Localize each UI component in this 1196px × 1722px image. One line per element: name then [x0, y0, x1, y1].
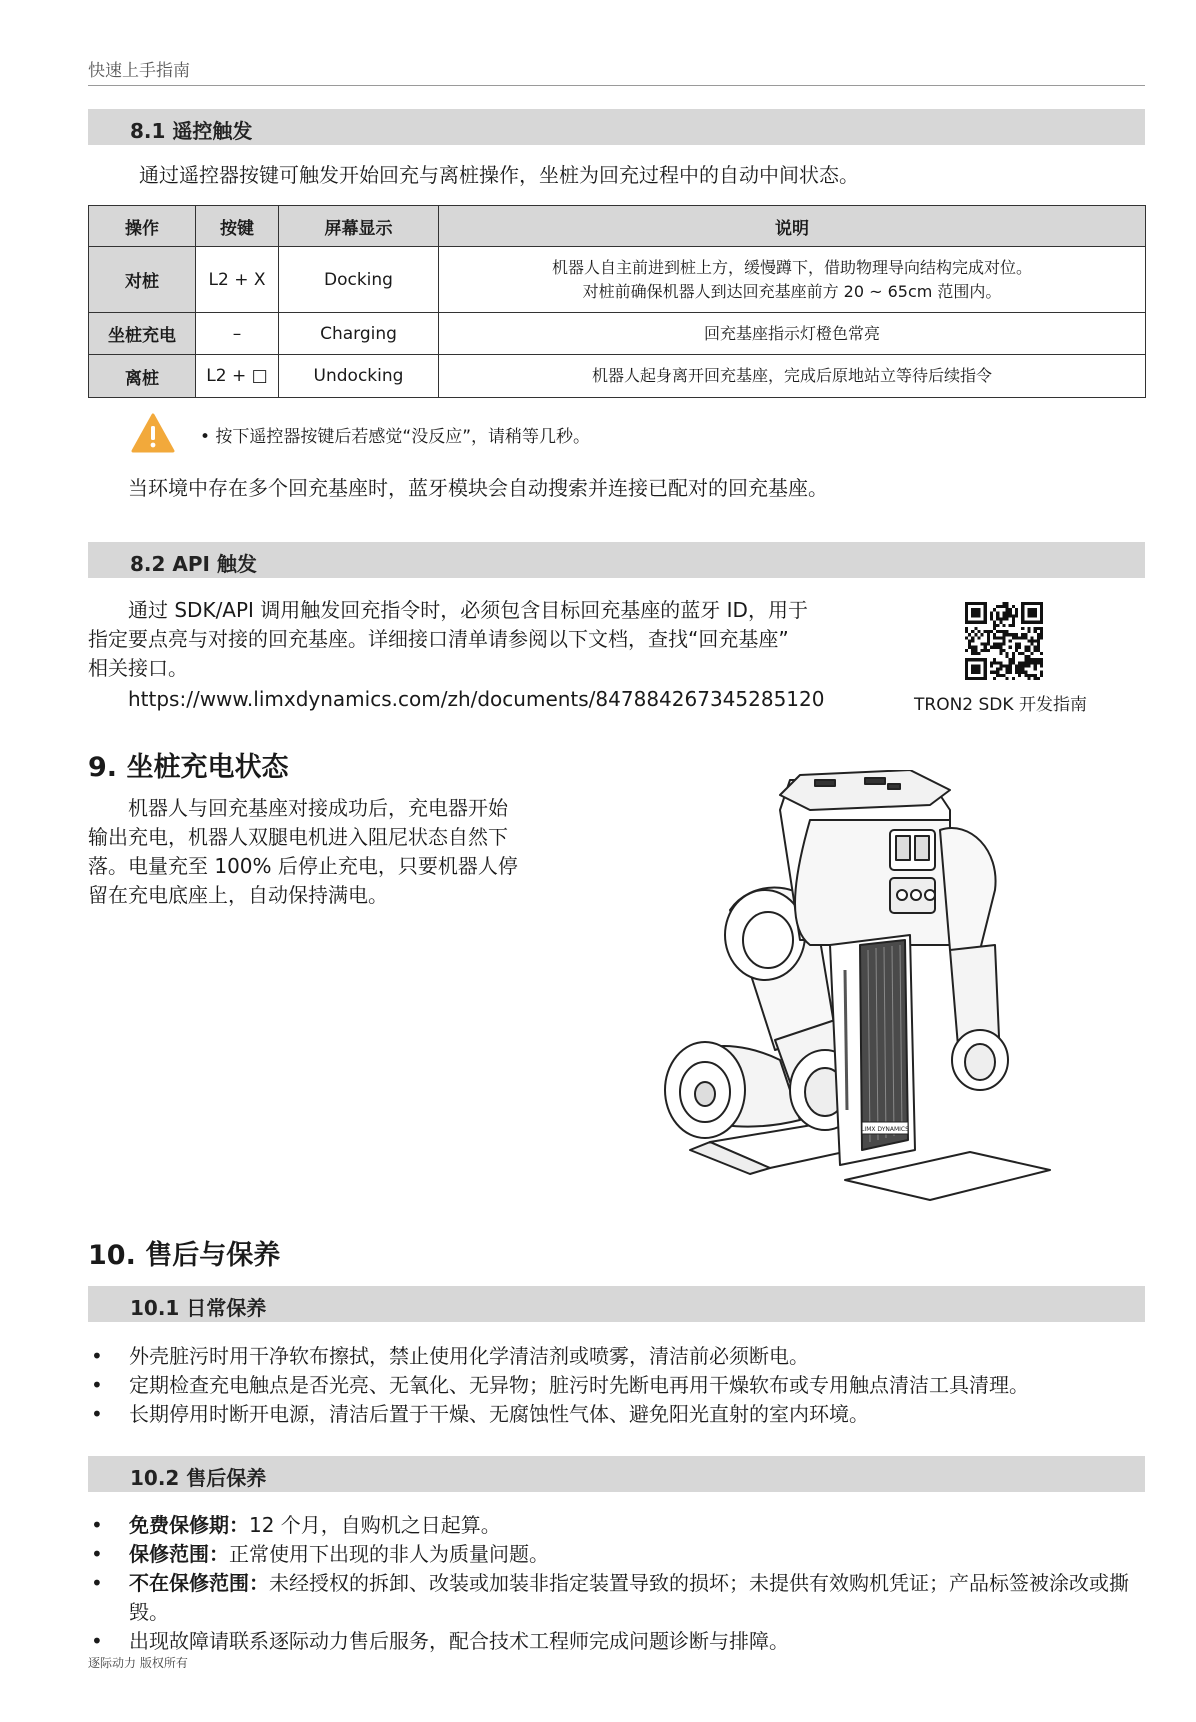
- table-header-row: [89, 206, 1146, 247]
- table-cell-desc: [439, 247, 1146, 313]
- section-10-2-bar: [88, 1456, 1145, 1492]
- list-item: [88, 1627, 1148, 1656]
- warning-icon: [131, 413, 175, 457]
- section-9-line: 落。电量充至 100% 后停止充电，只要机器人停: [88, 854, 518, 878]
- table-cell-key: L2 + □: [196, 355, 279, 398]
- remote-control-table: [88, 205, 1146, 398]
- qr-code[interactable]: [965, 602, 1043, 684]
- daily-maintenance-list: [88, 1342, 1158, 1429]
- robot-brand-label: LIMX DYNAMICS: [861, 1126, 909, 1133]
- warning-text: • 按下遥控器按键后若感觉“没反应”，请稍等几秒。: [200, 427, 591, 447]
- section-10-title: 10. 售后与保养: [88, 1240, 281, 1271]
- api-line-3: 相关接口。: [88, 656, 188, 680]
- section-9-title: 9. 坐桩充电状态: [88, 752, 289, 783]
- table-cell-desc: 回充基座指示灯橙色常亮: [439, 313, 1146, 355]
- section-8-1-title: 8.1 遥控触发: [130, 119, 253, 143]
- table-cell-op: 离桩: [89, 355, 196, 398]
- table-header-op: 操作: [89, 206, 196, 247]
- table-header-display: 屏幕显示: [279, 206, 439, 247]
- section-8-1-intro: 通过遥控器按键可触发开始回充与离桩操作，坐桩为回充过程中的自动中间状态。: [139, 163, 859, 187]
- section-10-1-title: 10.1 日常保养: [130, 1296, 267, 1320]
- list-item-text: 12 个月，自购机之日起算。: [249, 1513, 501, 1537]
- qr-caption: TRON2 SDK 开发指南: [914, 695, 1087, 715]
- table-row: [89, 313, 1146, 355]
- table-header-key: 按键: [196, 206, 279, 247]
- table-cell-key: L2 + X: [196, 247, 279, 313]
- list-item: • 外壳脏污时用干净软布擦拭，禁止使用化学清洁剂或喷雾，清洁前必须断电。: [88, 1342, 1158, 1371]
- list-item: [88, 1569, 1148, 1627]
- table-cell-display: Charging: [279, 313, 439, 355]
- list-item: • 长期停用时断开电源，清洁后置于干燥、无腐蚀性气体、避免阳光直射的室内环境。: [88, 1400, 1158, 1429]
- table-header-desc: 说明: [439, 206, 1146, 247]
- section-8-2-bar: [88, 542, 1145, 578]
- section-9-line: 输出充电，机器人双腿电机进入阻尼状态自然下: [88, 825, 508, 849]
- list-item-text: 出现故障请联系逐际动力售后服务，配合技术工程师完成问题诊断与排障。: [129, 1629, 789, 1653]
- list-item-text: 未经授权的拆卸、改装或加装非指定装置导致的损坏；未提供有效购机凭证；产品标签被涂改或撕毁。: [129, 1571, 1129, 1624]
- after-sales-list: [88, 1511, 1148, 1656]
- table-cell-display: Docking: [279, 247, 439, 313]
- table-row: [89, 247, 1146, 313]
- desc-line: 机器人自主前进到桩上方，缓慢蹲下，借助物理导向结构完成对位。: [551, 257, 1032, 277]
- robot-on-charging-base-illustration: [650, 770, 1070, 1219]
- list-item-label: 不在保修范围：: [129, 1571, 269, 1595]
- list-item-text: 正常使用下出现的非人为质量问题。: [229, 1542, 549, 1566]
- header-divider: [88, 85, 1145, 86]
- list-item-label: 免费保修期：: [129, 1513, 249, 1537]
- table-cell-display: Undocking: [279, 355, 439, 398]
- api-line-2: 指定要点亮与对接的回充基座。详细接口清单请参阅以下文档，查找“回充基座”: [88, 627, 789, 651]
- section-8-1-bar: [88, 109, 1145, 145]
- table-cell-op: 对桩: [89, 247, 196, 313]
- section-10-2-title: 10.2 售后保养: [130, 1466, 267, 1490]
- list-item: [88, 1540, 1148, 1569]
- list-item: [88, 1511, 1148, 1540]
- multi-base-note: 当环境中存在多个回充基座时，蓝牙模块会自动搜索并连接已配对的回充基座。: [128, 476, 828, 500]
- table-row: [89, 355, 1146, 398]
- section-9-line: 机器人与回充基座对接成功后，充电器开始: [128, 796, 508, 820]
- desc-line: 对桩前确保机器人到达回充基座前方 20 ~ 65cm 范围内。: [582, 281, 1002, 301]
- section-10-1-bar: [88, 1286, 1145, 1322]
- list-item-label: 保修范围：: [129, 1542, 229, 1566]
- list-item: • 定期检查充电触点是否光亮、无氧化、无异物；脏污时先断电再用干燥软布或专用触点清洁工具清理。: [88, 1371, 1158, 1400]
- api-line-1: 通过 SDK/API 调用触发回充指令时，必须包含目标回充基座的蓝牙 ID，用于: [128, 598, 808, 622]
- table-cell-key: –: [196, 313, 279, 355]
- table-cell-desc: 机器人起身离开回充基座，完成后原地站立等待后续指令: [439, 355, 1146, 398]
- sdk-docs-link[interactable]: https://www.limxdynamics.com/zh/documents/847884267345285120: [128, 687, 825, 711]
- footer-copyright: 逐际动力 版权所有: [88, 1656, 188, 1670]
- header-title: 快速上手指南: [88, 61, 190, 81]
- table-cell-op: 坐桩充电: [89, 313, 196, 355]
- section-8-2-title: 8.2 API 触发: [130, 552, 257, 576]
- section-9-line: 留在充电底座上，自动保持满电。: [88, 883, 388, 907]
